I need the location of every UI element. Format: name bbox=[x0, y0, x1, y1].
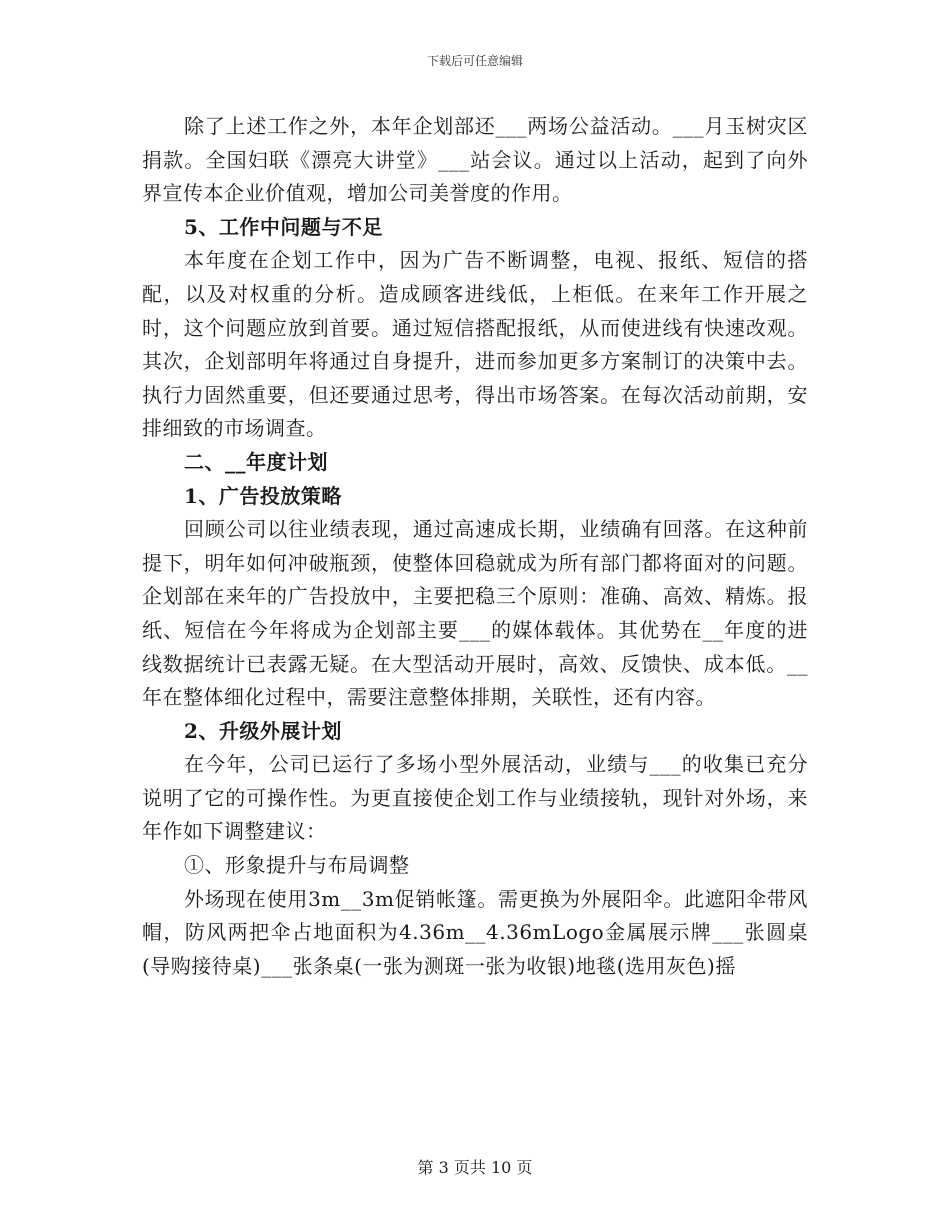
paragraph-outreach-plan: 在今年，公司已运行了多场小型外展活动，业绩与___的收集已充分说明了它的可操作性。为更直接使企划工作与业绩接轨，现针对外场，来年作如下调整建议： bbox=[142, 752, 808, 844]
paragraph-ad-strategy: 回顾公司以往业绩表现，通过高速成长期，业绩确有回落。在这种前提下，明年如何冲破瓶颈，使整体回稳就成为所有部门都将面对的问题。企划部在来年的广告投放中，主要把稳三个原则：准确、高效、精炼。报纸、短信在今年将成为企划部主要___的媒体载体。其优势在__年度的进线数据统计已表露无疑。在大型活动开展时，高效、反馈快、成本低。__年在整体细化过程中，需要注意整体排期，关联性，还有内容。 bbox=[142, 517, 808, 710]
paragraph-image-layout: 外场现在使用3m__3m促销帐篷。需更换为外展阳伞。此遮阳伞带风帽，防风两把伞占地面积为4.36m__4.36mLogo金属展示牌___张圆桌(导购接待桌)___张条桌(一张为测斑一张为收银)地毯(选用灰色)摇 bbox=[142, 886, 808, 978]
paragraph-public-welfare: 除了上述工作之外，本年企划部还___两场公益活动。___月玉树灾区捐款。全国妇联《漂亮大讲堂》___站会议。通过以上活动，起到了向外界宣传本企业价值观，增加公司美誉度的作用。 bbox=[142, 114, 808, 206]
page-header: 下载后可任意编辑 bbox=[426, 54, 523, 68]
paragraph-problems: 本年度在企划工作中，因为广告不断调整，电视、报纸、短信的搭配，以及对权重的分析。造成顾客进线低，上柜低。在来年工作开展之时，这个问题应放到首要。通过短信搭配报纸，从而使进线有快速改观。其次，企划部明年将通过自身提升，进而参加更多方案制订的决策中去。执行力固然重要，但还要通过思考，得出市场答案。在每次活动前期，安排细致的市场调查。 bbox=[142, 248, 808, 441]
heading-annual-plan: 二、__年度计划 bbox=[184, 449, 328, 474]
page-footer: 第 3 页共 10 页 bbox=[417, 1158, 533, 1177]
heading-problems: 5、工作中问题与不足 bbox=[184, 214, 383, 239]
heading-outreach-plan: 2、升级外展计划 bbox=[184, 718, 342, 743]
document-body bbox=[142, 110, 808, 983]
subheading-image-layout: ①、形象提升与布局调整 bbox=[184, 853, 410, 878]
heading-ad-strategy: 1、广告投放策略 bbox=[184, 483, 342, 508]
